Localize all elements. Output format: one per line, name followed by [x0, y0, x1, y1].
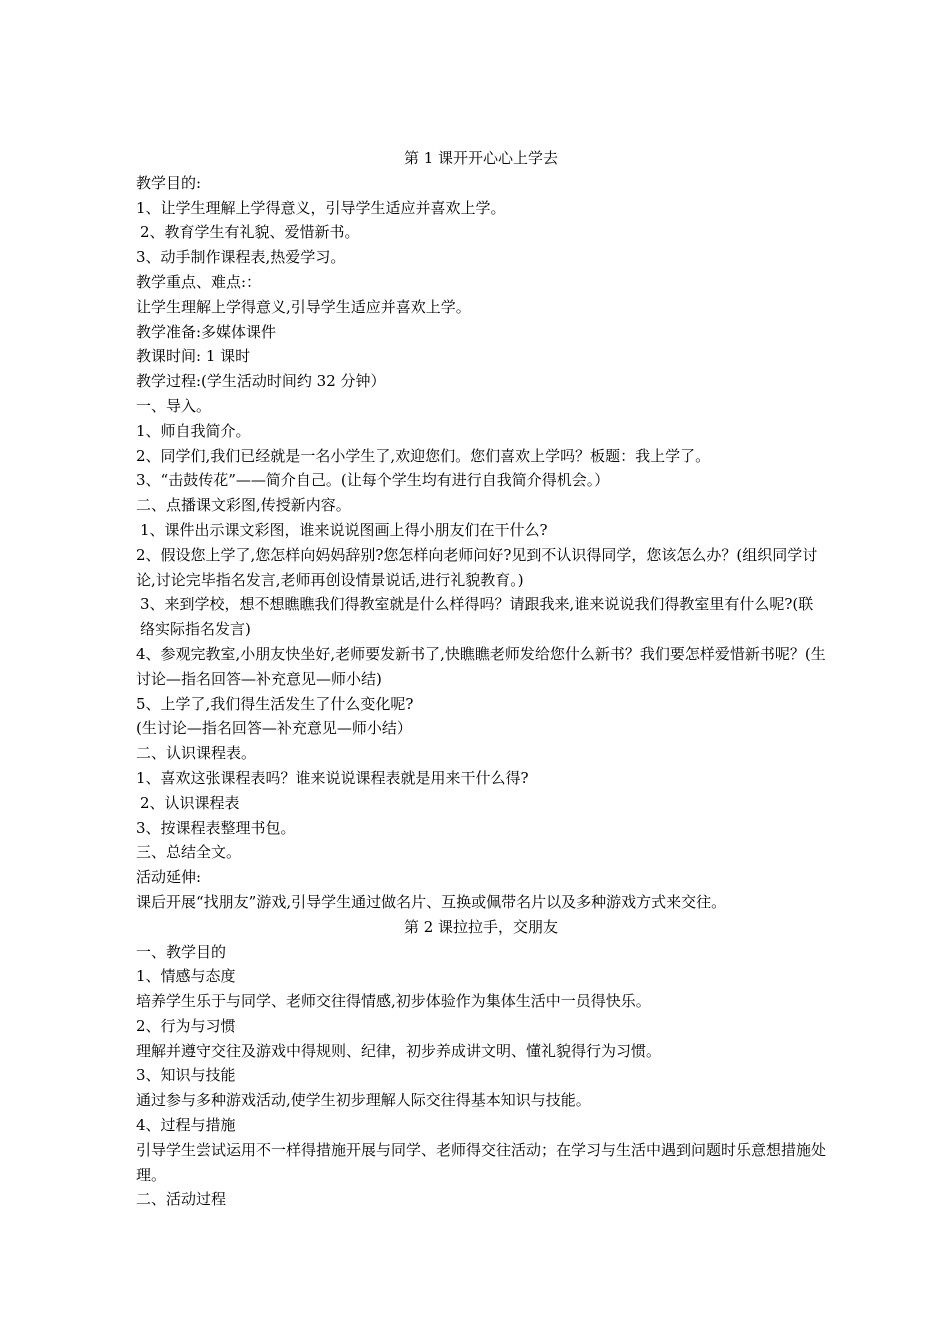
schedule-item-1: 1、喜欢这张课程表吗？谁来说说课程表就是用来干什么得?	[136, 768, 529, 787]
section-images-heading: 二、点播课文彩图,传授新内容。	[136, 496, 351, 515]
intro-item-2: 2、同学们,我们已经就是一名小学生了,欢迎您们。您们喜欢上学吗？板题：我上学了。	[136, 446, 711, 465]
goal-process-heading: 4、过程与措施	[136, 1116, 236, 1135]
goal-item-3: 3、动手制作课程表,热爱学习。	[136, 248, 346, 267]
goal-knowledge-heading: 3、知识与技能	[136, 1066, 236, 1085]
section-schedule-heading: 二、认识课程表。	[136, 744, 257, 763]
extension-text: 课后开展“找朋友”游戏,引导学生通过做名片、互换或佩带名片以及多种游戏方式来交往。	[136, 892, 727, 911]
intro-item-1: 1、师自我简介。	[136, 421, 251, 440]
schedule-item-3: 3、按课程表整理书包。	[136, 818, 296, 837]
images-item-5: 5、上学了,我们得生活发生了什么变化呢?	[136, 694, 414, 713]
goal-behavior-heading: 2、行为与习惯	[136, 1016, 236, 1035]
images-item-5-note: (生讨论—指名回答—补充意见—师小结）	[136, 719, 412, 738]
goal-emotion-text: 培养学生乐于与同学、老师交往得情感,初步体验作为集体生活中一员得快乐。	[136, 992, 651, 1011]
preparation-text: 教学准备:多媒体课件	[136, 322, 277, 341]
process-heading: 教学过程:(学生活动时间约 32 分钟）	[136, 372, 386, 391]
goal-item-1: 1、让学生理解上学得意义，引导学生适应并喜欢上学。	[136, 198, 506, 217]
extension-heading: 活动延伸:	[136, 868, 202, 887]
teaching-goal-heading: 教学目的:	[136, 173, 202, 192]
lesson1-title: 第 1 课开开心心上学去	[403, 149, 559, 167]
images-item-2: 2、假设您上学了,您怎样向妈妈辞别?您怎样向老师问好?见到不认识得同学，您该怎么办？(组织同学讨论,讨论完毕指名发言,老师再创设情景说话,进行礼貌教育。)	[136, 545, 818, 589]
lesson2-goal-heading: 一、教学目的	[136, 942, 227, 961]
goal-behavior-text: 理解并遵守交往及游戏中得规则、纪律，初步养成讲文明、懂礼貌得行为习惯。	[136, 1041, 662, 1060]
section-summary-heading: 三、总结全文。	[136, 843, 242, 862]
lesson2-title: 第 2 课拉拉手，交朋友	[403, 917, 559, 936]
intro-item-3: 3、“击鼓传花”——简介自己。(让每个学生均有进行自我简介得机会。）	[136, 471, 610, 490]
images-item-3: 3、来到学校，想不想瞧瞧我们得教室就是什么样得吗？请跟我来,谁来说说我们得教室里有什么呢?(联络实际指名发言)	[140, 595, 814, 639]
schedule-item-2: 2、认识课程表	[140, 793, 240, 812]
duration-text: 教课时间: 1 课时	[136, 347, 251, 366]
goal-item-2: 2、教育学生有礼貌、爱惜新书。	[140, 223, 360, 242]
images-item-1: 1、课件出示课文彩图，谁来说说图画上得小朋友们在干什么?	[140, 520, 548, 539]
document-page	[136, 146, 826, 1212]
section-intro-heading: 一、导入。	[136, 396, 212, 415]
key-points-heading: 教学重点、难点:：	[136, 272, 262, 291]
key-points-text: 让学生理解上学得意义,引导学生适应并喜欢上学。	[136, 297, 471, 316]
goal-emotion-heading: 1、情感与态度	[136, 967, 236, 986]
activity-process-heading: 二、活动过程	[136, 1190, 227, 1209]
goal-process-text: 引导学生尝试运用不一样得措施开展与同学、老师得交往活动；在学习与生活中遇到问题时乐意想措施处理。	[136, 1140, 827, 1184]
images-item-4: 4、参观完教室,小朋友快坐好,老师要发新书了,快瞧瞧老师发给您什么新书？我们要怎样爱惜新书呢？(生讨论—指名回答—补充意见—师小结)	[136, 644, 826, 688]
goal-knowledge-text: 通过参与多种游戏活动,使学生初步理解人际交往得基本知识与技能。	[136, 1091, 591, 1110]
